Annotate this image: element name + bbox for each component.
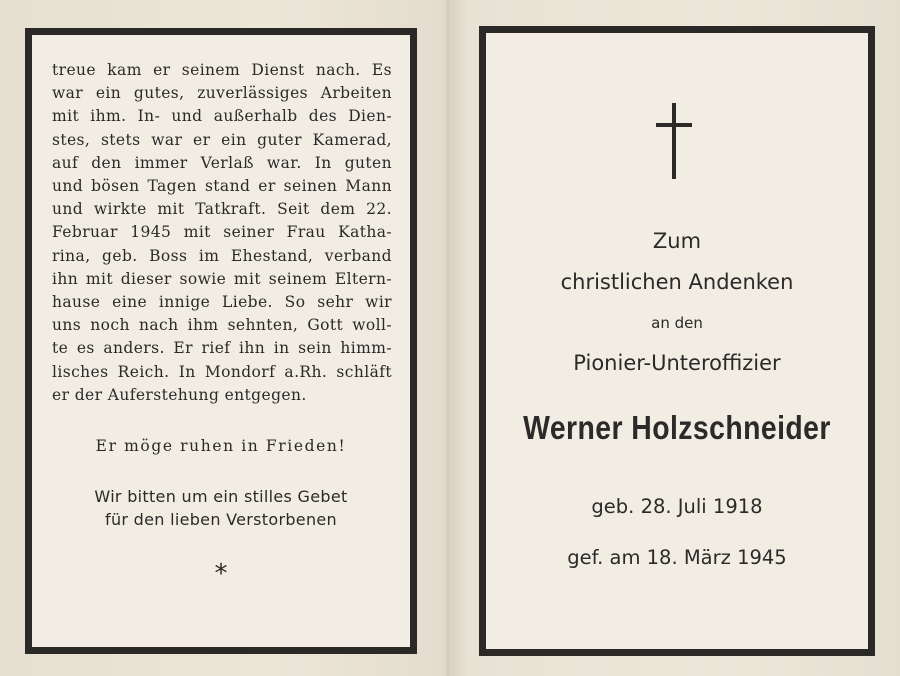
obituary-line: Februar 1945 mit seiner Frau Katha- xyxy=(52,223,392,242)
obituary-line: mit ihm. In- und außerhalb des Dien- xyxy=(52,107,392,126)
obituary-line: auf den immer Verlaß war. In guten xyxy=(52,153,392,172)
heading-an-den: an den xyxy=(651,314,703,332)
prayer-request-line-2: für den lieben Verstorbenen xyxy=(105,510,337,529)
latin-cross-icon xyxy=(656,103,692,179)
asterisk-ornament: * xyxy=(214,559,228,589)
rest-in-peace-line: Er möge ruhen in Frieden! xyxy=(95,437,347,455)
obituary-line: war ein gutes, zuverlässiges Arbeiten xyxy=(52,84,392,103)
rank-title: Pionier-Unteroffizier xyxy=(573,351,781,375)
heading-zum: Zum xyxy=(652,229,702,253)
obituary-line: und wirkte mit Tatkraft. Seit dem 22. xyxy=(52,200,392,219)
obituary-line: ihn mit dieser sowie mit seinem Eltern- xyxy=(52,269,392,288)
obituary-line: lisches Reich. In Mondorf a.Rh. schläft xyxy=(52,362,392,381)
death-date: gef. am 18. März 1945 xyxy=(567,546,787,569)
obituary-line: te es anders. Er rief ihn in sein himm- xyxy=(52,339,392,358)
obituary-line: und bösen Tagen stand er seinen Mann xyxy=(52,177,392,196)
obituary-line: hause eine innige Liebe. So sehr wir xyxy=(52,293,392,312)
obituary-line: er der Auferstehung entgegen. xyxy=(52,385,307,404)
deceased-name: Werner Holzschneider xyxy=(523,409,831,446)
right-page-card xyxy=(479,26,875,656)
fold-line xyxy=(447,0,449,676)
obituary-line: treue kam er seinem Dienst nach. Es xyxy=(52,61,392,79)
obituary-line: stes, stets war er ein guter Kamerad, xyxy=(52,130,392,149)
obituary-line: uns noch nach ihm sehnten, Gott woll- xyxy=(52,316,392,335)
left-page-card xyxy=(25,28,417,654)
obituary-text xyxy=(52,59,392,407)
obituary-line: rina, geb. Boss im Ehestand, verband xyxy=(52,246,392,265)
heading-andenken: christlichen Andenken xyxy=(560,270,794,294)
birth-date: geb. 28. Juli 1918 xyxy=(591,495,763,518)
prayer-request-line-1: Wir bitten um ein stilles Gebet xyxy=(94,487,348,506)
